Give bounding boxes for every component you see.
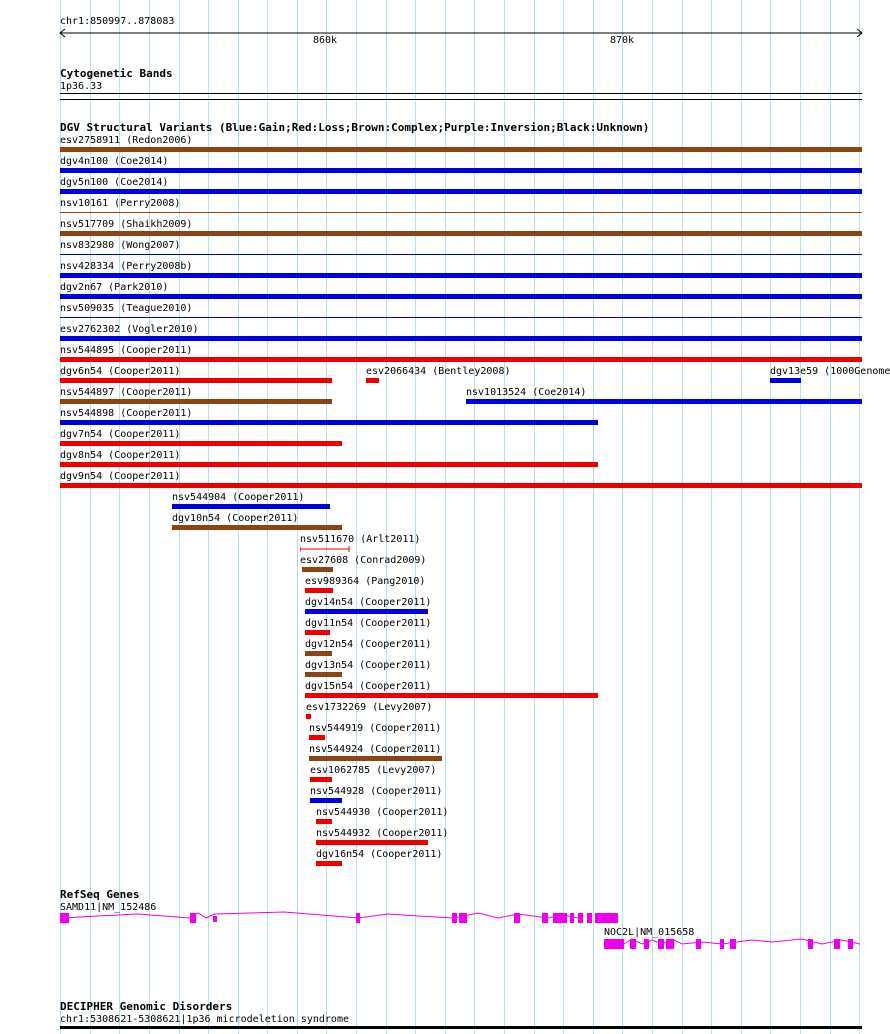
variant-label[interactable]: dgv13n54 (Cooper2011) [305,660,432,671]
variant-bar[interactable] [60,168,862,173]
variant-bar[interactable] [306,714,311,719]
variant-label[interactable]: dgv5n100 (Coe2014) [60,177,169,188]
decipher-bar[interactable] [60,1026,862,1029]
variant-label[interactable]: dgv7n54 (Cooper2011) [60,429,181,440]
variant-label[interactable]: nsv517709 (Shaikh2009) [60,219,193,230]
variant-bar[interactable] [316,819,332,824]
variant-bar[interactable] [60,273,862,278]
cyto-band-bar[interactable] [60,93,862,94]
variant-label[interactable]: nsv544898 (Cooper2011) [60,408,193,419]
variant-label[interactable]: nsv428334 (Perry2008b) [60,261,193,272]
gridline [800,0,801,1034]
variant-label[interactable]: nsv544930 (Cooper2011) [316,807,449,818]
variant-bar[interactable] [305,651,332,656]
variant-bar[interactable] [305,630,330,635]
variant-label[interactable]: dgv8n54 (Cooper2011) [60,450,181,461]
gridline [326,0,327,1034]
variant-bar[interactable] [316,861,342,866]
variant-bar[interactable] [60,378,332,383]
variant-label[interactable]: esv27608 (Conrad2009) [300,555,427,566]
ruler-tick-870k: 870k [610,35,635,46]
gridline [652,0,653,1034]
gridline [445,0,446,1034]
variant-bar-interval[interactable] [300,545,350,553]
gene-model-samd11[interactable] [58,910,622,926]
variant-bar[interactable] [316,840,428,845]
variant-label[interactable]: nsv544924 (Cooper2011) [309,744,442,755]
gridline [593,0,594,1034]
variant-bar[interactable] [466,399,862,404]
cyto-band-bar-bottom [60,99,862,100]
variant-label[interactable]: esv2762302 (Vogler2010) [60,324,199,335]
variant-bar[interactable] [172,504,330,509]
ruler-axis[interactable] [58,28,866,40]
variant-label[interactable]: nsv832980 (Wong2007) [60,240,181,251]
gridline [356,0,357,1034]
variant-bar[interactable] [60,294,862,299]
gridline [770,0,771,1034]
variant-bar[interactable] [305,588,333,593]
gridline [474,0,475,1034]
variant-label[interactable]: dgv2n67 (Park2010) [60,282,169,293]
variant-bar[interactable] [60,147,862,152]
gene-model-noc2l[interactable] [602,936,862,952]
variant-label[interactable]: dgv12n54 (Cooper2011) [305,639,432,650]
cyto-band-label: 1p36.33 [60,81,103,92]
gridline [622,0,623,1034]
variant-label[interactable]: dgv11n54 (Cooper2011) [305,618,432,629]
variant-label[interactable]: nsv1013524 (Coe2014) [466,387,587,398]
variant-bar[interactable] [60,317,862,318]
variant-label[interactable]: nsv10161 (Perry2008) [60,198,181,209]
variant-label[interactable]: nsv544895 (Cooper2011) [60,345,193,356]
variant-label[interactable]: nsv544904 (Cooper2011) [172,492,305,503]
variant-bar[interactable] [60,441,342,446]
variant-label[interactable]: dgv13e59 (1000Genome [770,366,890,377]
variant-bar[interactable] [60,462,598,467]
gene-label-noc2l[interactable]: NOC2L|NM_015658 [604,927,695,938]
variant-bar[interactable] [172,525,342,530]
variant-bar[interactable] [305,672,342,677]
variant-bar[interactable] [302,567,333,572]
gridline [682,0,683,1034]
variant-label[interactable]: esv2758911 (Redon2006) [60,135,193,146]
decipher-item-label[interactable]: chr1:5308621-5308621|1p36 microdeletion syndrome [60,1014,349,1025]
gridline [563,0,564,1034]
variant-bar[interactable] [60,336,862,341]
variant-label[interactable]: dgv10n54 (Cooper2011) [172,513,299,524]
track-title-cytogenetic-bands[interactable]: Cytogenetic Bands [60,67,173,80]
variant-label[interactable]: dgv15n54 (Cooper2011) [305,681,432,692]
variant-bar[interactable] [310,777,332,782]
variant-bar[interactable] [60,189,862,194]
variant-bar[interactable] [60,399,332,404]
variant-label[interactable]: nsv544919 (Cooper2011) [309,723,442,734]
variant-label[interactable]: nsv511670 (Arlt2011) [300,534,421,545]
variant-bar[interactable] [60,357,862,362]
gene-label-samd11[interactable]: SAMD11|NM_152486 [60,902,157,913]
track-title-refseq-genes[interactable]: RefSeq Genes [60,888,140,901]
variant-bar[interactable] [310,798,342,803]
variant-bar[interactable] [305,693,598,698]
variant-bar[interactable] [770,378,801,383]
variant-bar[interactable] [60,212,862,213]
variant-bar[interactable] [366,378,379,383]
variant-label[interactable]: dgv6n54 (Cooper2011) [60,366,181,377]
variant-bar[interactable] [309,735,325,740]
variant-label[interactable]: nsv544897 (Cooper2011) [60,387,193,398]
gridline [859,0,860,1034]
variant-label[interactable]: esv2066434 (Bentley2008) [366,366,511,377]
gridline [504,0,505,1034]
variant-label[interactable]: dgv16n54 (Cooper2011) [316,849,443,860]
variant-label[interactable]: dgv14n54 (Cooper2011) [305,597,432,608]
gridline [415,0,416,1034]
variant-label[interactable]: dgv9n54 (Cooper2011) [60,471,181,482]
variant-label[interactable]: esv1732269 (Levy2007) [306,702,433,713]
variant-bar[interactable] [60,231,862,236]
variant-label[interactable]: esv1062785 (Levy2007) [310,765,437,776]
gridline [386,0,387,1034]
track-title-dgv[interactable]: DGV Structural Variants (Blue:Gain;Red:Loss;Brown:Complex;Purple:Inversion;Black:Unknown) [60,121,650,134]
ruler-range-label: chr1:850997..878083 [60,16,175,27]
track-title-decipher[interactable]: DECIPHER Genomic Disorders [60,1000,233,1013]
variant-label[interactable]: dgv4n100 (Coe2014) [60,156,169,167]
variant-bar[interactable] [60,420,598,425]
variant-bar[interactable] [60,483,862,488]
gridline [711,0,712,1034]
variant-bar[interactable] [309,756,442,761]
variant-label[interactable]: esv989364 (Pang2010) [305,576,426,587]
gridline [830,0,831,1034]
variant-bar[interactable] [305,609,428,614]
gridline [534,0,535,1034]
variant-bar[interactable] [60,254,862,255]
variant-label[interactable]: nsv544932 (Cooper2011) [316,828,449,839]
ruler-tick-860k: 860k [313,35,338,46]
gridline [741,0,742,1034]
variant-label[interactable]: nsv509035 (Teague2010) [60,303,193,314]
variant-label[interactable]: nsv544928 (Cooper2011) [310,786,443,797]
